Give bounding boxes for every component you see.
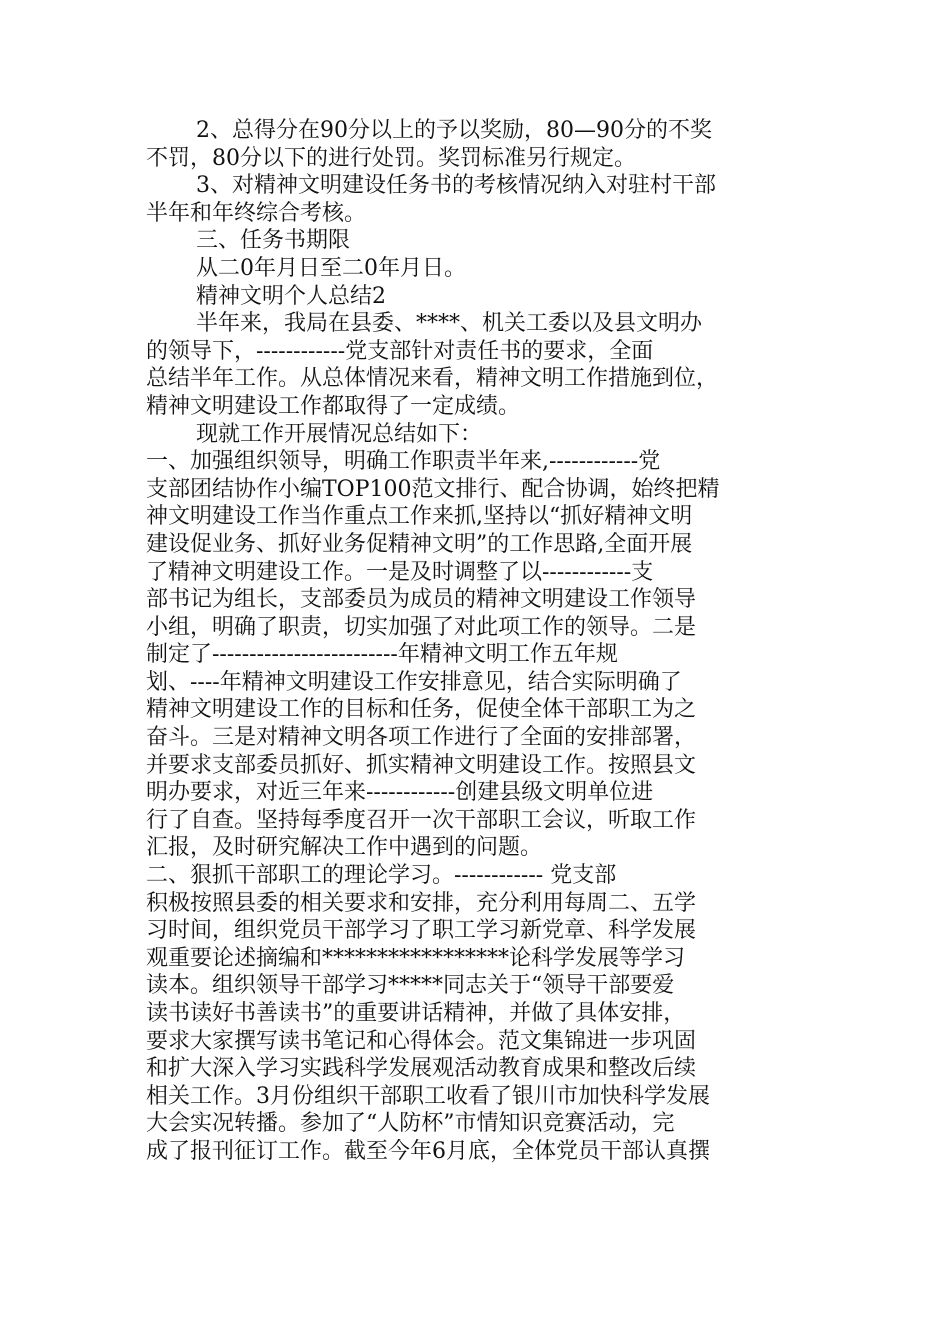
- text-line: 奋斗。三是对精神文明各项工作进行了全面的安排部署，: [146, 725, 697, 751]
- text-line: 小组，明确了职责，切实加强了对此项工作的领导。二是: [146, 614, 697, 640]
- text-line: 了精神文明建设工作。一是及时调整了以------------支: [146, 559, 654, 585]
- text-line: 精神文明建设工作都取得了一定成绩。: [146, 393, 521, 419]
- text-line: 2、总得分在90分以上的予以奖励，80—90分的不奖: [196, 118, 712, 143]
- text-line: 读本。组织领导干部学习*****同志关于“领导干部要爱: [146, 973, 675, 999]
- text-line: 神文明建设工作当作重点工作来抓,坚持以“抓好精神文明: [146, 504, 693, 530]
- text-line: 现就工作开展情况总结如下：: [196, 421, 483, 447]
- text-line: 精神文明建设工作的目标和任务，促使全体干部职工为之: [146, 697, 697, 723]
- text-line: 半年和年终综合考核。: [146, 200, 367, 226]
- text-line: 和扩大深入学习实践科学发展观活动教育成果和整改后续: [146, 1056, 697, 1082]
- text-line: 并要求支部委员抓好、抓实精神文明建设工作。按照县文: [146, 752, 697, 778]
- text-line: 从二0年月日至二0年月日。: [196, 255, 466, 281]
- text-line: 读书读好书善读书”的重要讲话精神，并做了具体安排，: [146, 1001, 686, 1026]
- text-line: 总结半年工作。从总体情况来看，精神文明工作措施到位，: [146, 366, 719, 392]
- text-line: 不罚，80分以下的进行处罚。奖罚标准另行规定。: [146, 145, 636, 171]
- text-line: 二、狠抓干部职工的理论学习。------------ 党支部: [146, 863, 617, 889]
- text-line: 划、----年精神文明建设工作安排意见，结合实际明确了: [146, 669, 682, 695]
- document-body: [146, 117, 806, 1166]
- text-line: 建设促业务、抓好业务促精神文明”的工作思路,全面开展: [146, 531, 693, 557]
- text-line: 大会实况转播。参加了“人防杯”市情知识竞赛活动，完: [146, 1111, 675, 1137]
- text-line: 汇报，及时研究解决工作中遇到的问题。: [146, 835, 543, 861]
- text-line: 成了报刊征订工作。截至今年6月底，全体党员干部认真撰: [146, 1138, 710, 1164]
- text-line: 支部团结协作小编TOP100范文排行、配合协调，始终把精: [146, 476, 720, 502]
- text-line: 制定了-------------------------年精神文明工作五年规: [146, 642, 618, 668]
- text-line: 观重要论述摘编和*****************论科学发展等学习: [146, 945, 686, 971]
- text-line: 三、任务书期限: [196, 228, 351, 254]
- text-line: 半年来，我局在县委、****、机关工委以及县文明办: [196, 311, 703, 337]
- text-line: 积极按照县委的相关要求和安排，充分利用每周二、五学: [146, 890, 697, 916]
- text-line: 行了自查。坚持每季度召开一次干部职工会议，听取工作: [146, 807, 697, 833]
- text-line: 部书记为组长，支部委员为成员的精神文明建设工作领导: [146, 587, 697, 613]
- text-line: 3、对精神文明建设任务书的考核情况纳入对驻村干部: [196, 173, 716, 199]
- text-line: 一、加强组织领导，明确工作职责半年来,------------党: [146, 449, 661, 475]
- text-line: 明办要求，对近三年来------------创建县级文明单位进: [146, 780, 654, 806]
- text-line: 习时间，组织党员干部学习了职工学习新党章、科学发展: [146, 918, 697, 944]
- text-line: 要求大家撰写读书笔记和心得体会。范文集锦进一步巩固: [146, 1028, 697, 1054]
- text-line: 精神文明个人总结2: [196, 283, 386, 309]
- text-line: 相关工作。3月份组织干部职工收看了银川市加快科学发展: [146, 1083, 710, 1109]
- text-line: 的领导下，------------党支部针对责任书的要求，全面: [146, 338, 654, 364]
